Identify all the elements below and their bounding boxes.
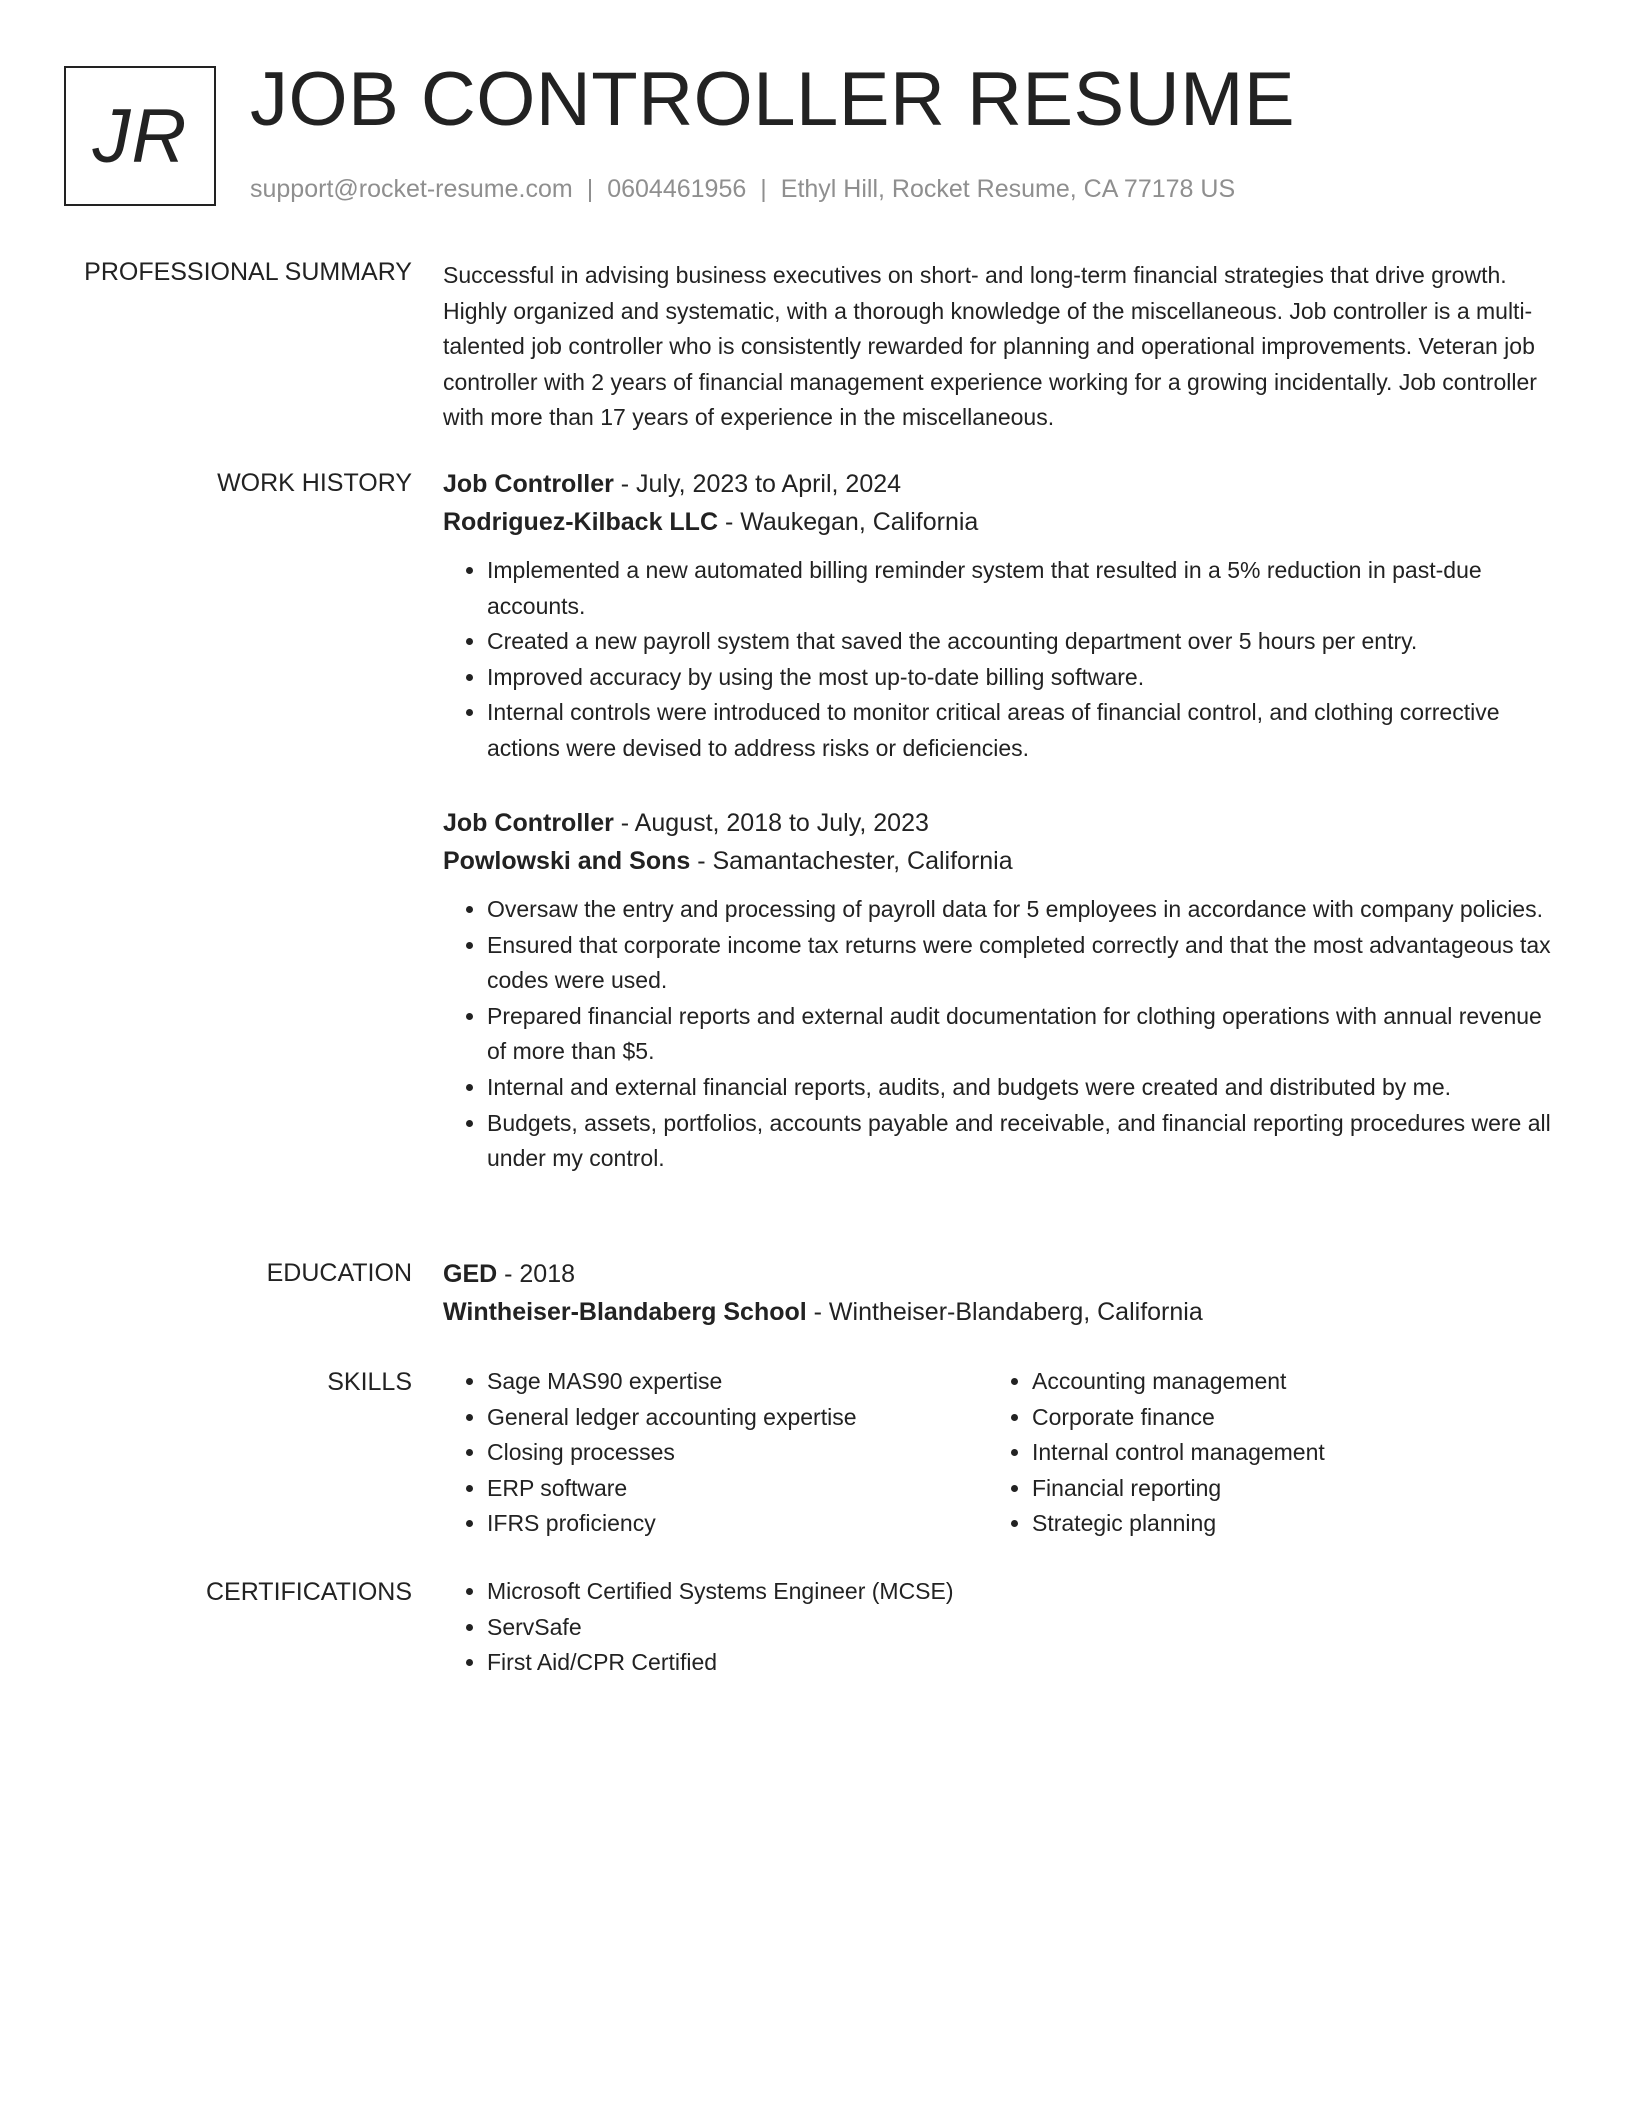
skill-item: • Financial reporting <box>1032 1471 1508 1507</box>
certifications-column <box>443 1574 1443 1681</box>
section-label-certifications: CERTIFICATIONS <box>205 1578 412 1606</box>
job-location: - Waukegan, California <box>718 508 979 536</box>
summary-text: Successful in advising business executives on short- and long-term financial strategies that drive growth. Highly organized and systematic, with a thorough knowledge of the miscellaneous. Job controller is a multi-talented job controller who is consistently rewarded for planning and operational improvements. Veteran job controller with 2 years of financial management experience working for a growing incidentally. Job controller with more than 17 years of experience in the miscellaneous. <box>443 262 1537 431</box>
skill-item: • Strategic planning <box>1032 1506 1508 1542</box>
job-location: - Samantachester, California <box>690 847 1013 875</box>
education-location: - Wintheiser-Blandaberg, California <box>806 1298 1203 1326</box>
education-school-line <box>443 1293 1559 1331</box>
section-label-work-history: WORK HISTORY <box>217 469 412 497</box>
skill-item: • Corporate finance <box>1032 1400 1508 1436</box>
skills-column-right <box>988 1364 1508 1542</box>
education-degree-line <box>443 1255 1559 1293</box>
skill-item: • IFRS proficiency <box>487 1506 963 1542</box>
job-bullet: • Prepared financial reports and external audit documentation for clothing operations with annual revenue of more than $5. <box>487 999 1559 1070</box>
job-title: Job Controller <box>443 470 614 498</box>
resume-title: JOB CONTROLLER RESUME <box>250 57 1296 142</box>
education-year: - 2018 <box>497 1260 576 1288</box>
section-label-skills: SKILLS <box>327 1368 412 1396</box>
job-title: Job Controller <box>443 809 614 837</box>
job-bullet: • Internal controls were introduced to monitor critical areas of financial control, and clothing corrective actions were devised to address risks or deficiencies. <box>487 695 1559 766</box>
contact-separator: | <box>586 175 594 203</box>
monogram-initials: JR <box>64 66 216 206</box>
job-company: Rodriguez-Kilback LLC <box>443 508 719 536</box>
job-bullet-list <box>443 553 1559 767</box>
job-bullet: • Internal and external financial reports, audits, and budgets were created and distributed by me. <box>487 1070 1559 1106</box>
job-dates: - August, 2018 to July, 2023 <box>613 809 929 837</box>
contact-separator: | <box>760 175 767 203</box>
skill-item: • Internal control management <box>1032 1435 1508 1471</box>
job-company: Powlowski and Sons <box>443 847 691 875</box>
certification-item: • Microsoft Certified Systems Engineer (MCSE) <box>487 1574 1443 1610</box>
skills-list <box>443 1364 963 1542</box>
job-title-line <box>443 804 1559 842</box>
contact-address: Ethyl Hill, Rocket Resume, CA 77178 US <box>780 175 1236 203</box>
job-dates: - July, 2023 to April, 2024 <box>613 470 902 498</box>
contact-line <box>250 172 1235 206</box>
skills-list <box>988 1364 1508 1542</box>
job-entry <box>443 465 1559 767</box>
education-school: Wintheiser-Blandaberg School <box>443 1298 807 1326</box>
job-bullet-list <box>443 892 1559 1177</box>
skill-item: • General ledger accounting expertise <box>487 1400 963 1436</box>
job-bullet: • Created a new payroll system that saved the accounting department over 5 hours per entry. <box>487 624 1559 660</box>
certification-item: • First Aid/CPR Certified <box>487 1645 1443 1681</box>
education-entry <box>443 1255 1559 1331</box>
job-bullet: • Implemented a new automated billing reminder system that resulted in a 5% reduction in past-due accounts. <box>487 553 1559 624</box>
skill-item: • Sage MAS90 expertise <box>487 1364 963 1400</box>
job-entry <box>443 804 1559 1177</box>
contact-email: support@rocket-resume.com <box>250 175 573 203</box>
contact-phone: 0604461956 <box>607 175 747 203</box>
skill-item: • Accounting management <box>1032 1364 1508 1400</box>
job-bullet: • Improved accuracy by using the most up-to-date billing software. <box>487 660 1559 696</box>
certifications-list <box>443 1574 1443 1681</box>
job-title-line <box>443 465 1559 503</box>
skills-column-left <box>443 1364 963 1542</box>
job-bullet: • Budgets, assets, portfolios, accounts payable and receivable, and financial reporting procedures were all under my control. <box>487 1106 1559 1177</box>
certification-item: • ServSafe <box>487 1610 1443 1646</box>
job-bullet: • Oversaw the entry and processing of payroll data for 5 employees in accordance with company policies. <box>487 892 1559 928</box>
job-bullet: • Ensured that corporate income tax returns were completed correctly and that the most advantageous tax codes were used. <box>487 928 1559 999</box>
skill-item: • Closing processes <box>487 1435 963 1471</box>
section-label-education: EDUCATION <box>266 1259 412 1287</box>
section-label-summary: PROFESSIONAL SUMMARY <box>84 258 412 286</box>
education-degree: GED <box>443 1260 498 1288</box>
skill-item: • ERP software <box>487 1471 963 1507</box>
job-company-line <box>443 842 1559 880</box>
job-company-line <box>443 503 1559 541</box>
